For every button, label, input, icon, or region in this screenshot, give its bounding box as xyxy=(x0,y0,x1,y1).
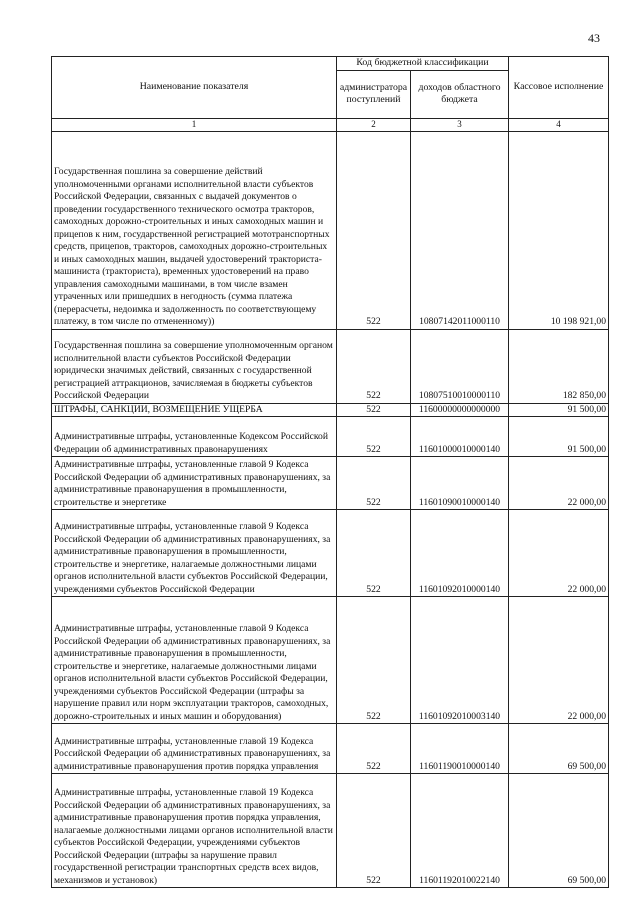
row-name: Административные штрафы, установленные Кодексом Российской Федерации об административных правонарушениях xyxy=(52,417,337,457)
row-name: Административные штрафы, установленные главой 9 Кодекса Российской Федерации об административных правонарушениях, за административные правонарушения в промышленности, строительстве и энергетике, налагаемые должностными лицами органов исполнительной власти субъектов Российской Федерации, учреждениями субъектов Российской Федерации xyxy=(52,510,337,597)
column-number: 1 xyxy=(52,118,337,131)
row-name: Административные штрафы, установленные главой 19 Кодекса Российской Федерации об административных правонарушениях, за административные правонарушения против порядка управления, налагаемые должностными лицами органов исполнительной власти субъектов Российской Федерации, учреждениями субъектов Российской Федерации (штрафы за нарушение правил государственной регистрации транспортных средств всех видов, механизмов и установок) xyxy=(52,774,337,888)
row-admin: 522 xyxy=(337,329,411,403)
row-admin: 522 xyxy=(337,774,411,888)
row-amount: 22 000,00 xyxy=(509,597,609,724)
header-indicator: Наименование показателя xyxy=(52,57,337,119)
table-row xyxy=(52,597,609,724)
header-budget-code-group: Код бюджетной классификации xyxy=(337,57,509,71)
row-name: Административные штрафы, установленные главой 19 Кодекса Российской Федерации об административных правонарушениях, за административные правонарушения против порядка управления xyxy=(52,724,337,774)
row-name: Административные штрафы, установленные главой 9 Кодекса Российской Федерации об административных правонарушениях, за административные правонарушения в промышленности, строительстве и энергетике xyxy=(52,457,337,510)
row-amount: 69 500,00 xyxy=(509,724,609,774)
row-name: ШТРАФЫ, САНКЦИИ, ВОЗМЕЩЕНИЕ УЩЕРБА xyxy=(52,403,337,417)
header-admin: администратора поступлений xyxy=(337,70,411,118)
row-admin: 522 xyxy=(337,457,411,510)
row-amount: 91 500,00 xyxy=(509,403,609,417)
row-code: 11601092010003140 xyxy=(411,597,509,724)
row-name: Административные штрафы, установленные главой 9 Кодекса Российской Федерации об административных правонарушениях, за административные правонарушения в промышленности, строительстве и энергетике, налагаемые должностными лицами органов исполнительной власти субъектов Российской Федерации, учреждениями субъектов Российской Федерации (штрафы за нарушение правил или норм эксплуатации тракторов, самоходных, дорожно-строительных и иных машин и оборудования) xyxy=(52,597,337,724)
page-number: 43 xyxy=(588,31,600,45)
row-code: 10807510010000110 xyxy=(411,329,509,403)
table-row xyxy=(52,417,609,457)
row-code: 10807142011000110 xyxy=(411,131,509,329)
row-code: 11601092010000140 xyxy=(411,510,509,597)
table-row xyxy=(52,724,609,774)
row-code: 11601090010000140 xyxy=(411,457,509,510)
column-number: 4 xyxy=(509,118,609,131)
row-admin: 522 xyxy=(337,131,411,329)
header-amount: Кассовое исполнение xyxy=(509,57,609,119)
row-amount: 69 500,00 xyxy=(509,774,609,888)
table-row xyxy=(52,457,609,510)
row-name: Государственная пошлина за совершение действий уполномоченными органами исполнительной власти субъектов Российской Федерации, связанных с выдачей документов о проведении государственного технического осмотра тракторов, самоходных дорожно-строительных и иных самоходных машин и прицепов к ним, государственной регистрацией мототранспортных средств, прицепов, тракторов, самоходных дорожно-строительных и иных самоходных машин, выдачей удостоверений тракториста-машиниста (тракториста), временных удостоверений на право управления самоходными машинами, в том числе взамен утраченных или пришедших в негодность (сумма платежа (перерасчеты, недоимка и задолженность по соответствующему платежу, в том числе по отмененному)) xyxy=(52,131,337,329)
table-row xyxy=(52,329,609,403)
row-admin: 522 xyxy=(337,417,411,457)
row-code: 11601000010000140 xyxy=(411,417,509,457)
row-amount: 22 000,00 xyxy=(509,457,609,510)
row-amount: 182 850,00 xyxy=(509,329,609,403)
row-admin: 522 xyxy=(337,403,411,417)
header-code: доходов областного бюджета xyxy=(411,70,509,118)
row-amount: 22 000,00 xyxy=(509,510,609,597)
row-admin: 522 xyxy=(337,724,411,774)
row-admin: 522 xyxy=(337,597,411,724)
row-name: Государственная пошлина за совершение уполномоченным органом исполнительной власти субъектов Российской Федерации юридически значимых действий, связанных с государственной регистрацией аттракционов, зачисляемая в бюджеты субъектов Российской Федерации xyxy=(52,329,337,403)
row-code: 11601190010000140 xyxy=(411,724,509,774)
budget-table xyxy=(51,56,609,888)
table-row xyxy=(52,510,609,597)
table-row xyxy=(52,403,609,417)
row-admin: 522 xyxy=(337,510,411,597)
row-code: 11601192010022140 xyxy=(411,774,509,888)
column-number: 3 xyxy=(411,118,509,131)
table-row xyxy=(52,774,609,888)
table-row xyxy=(52,131,609,329)
column-number: 2 xyxy=(337,118,411,131)
row-amount: 91 500,00 xyxy=(509,417,609,457)
row-amount: 10 198 921,00 xyxy=(509,131,609,329)
row-code: 11600000000000000 xyxy=(411,403,509,417)
